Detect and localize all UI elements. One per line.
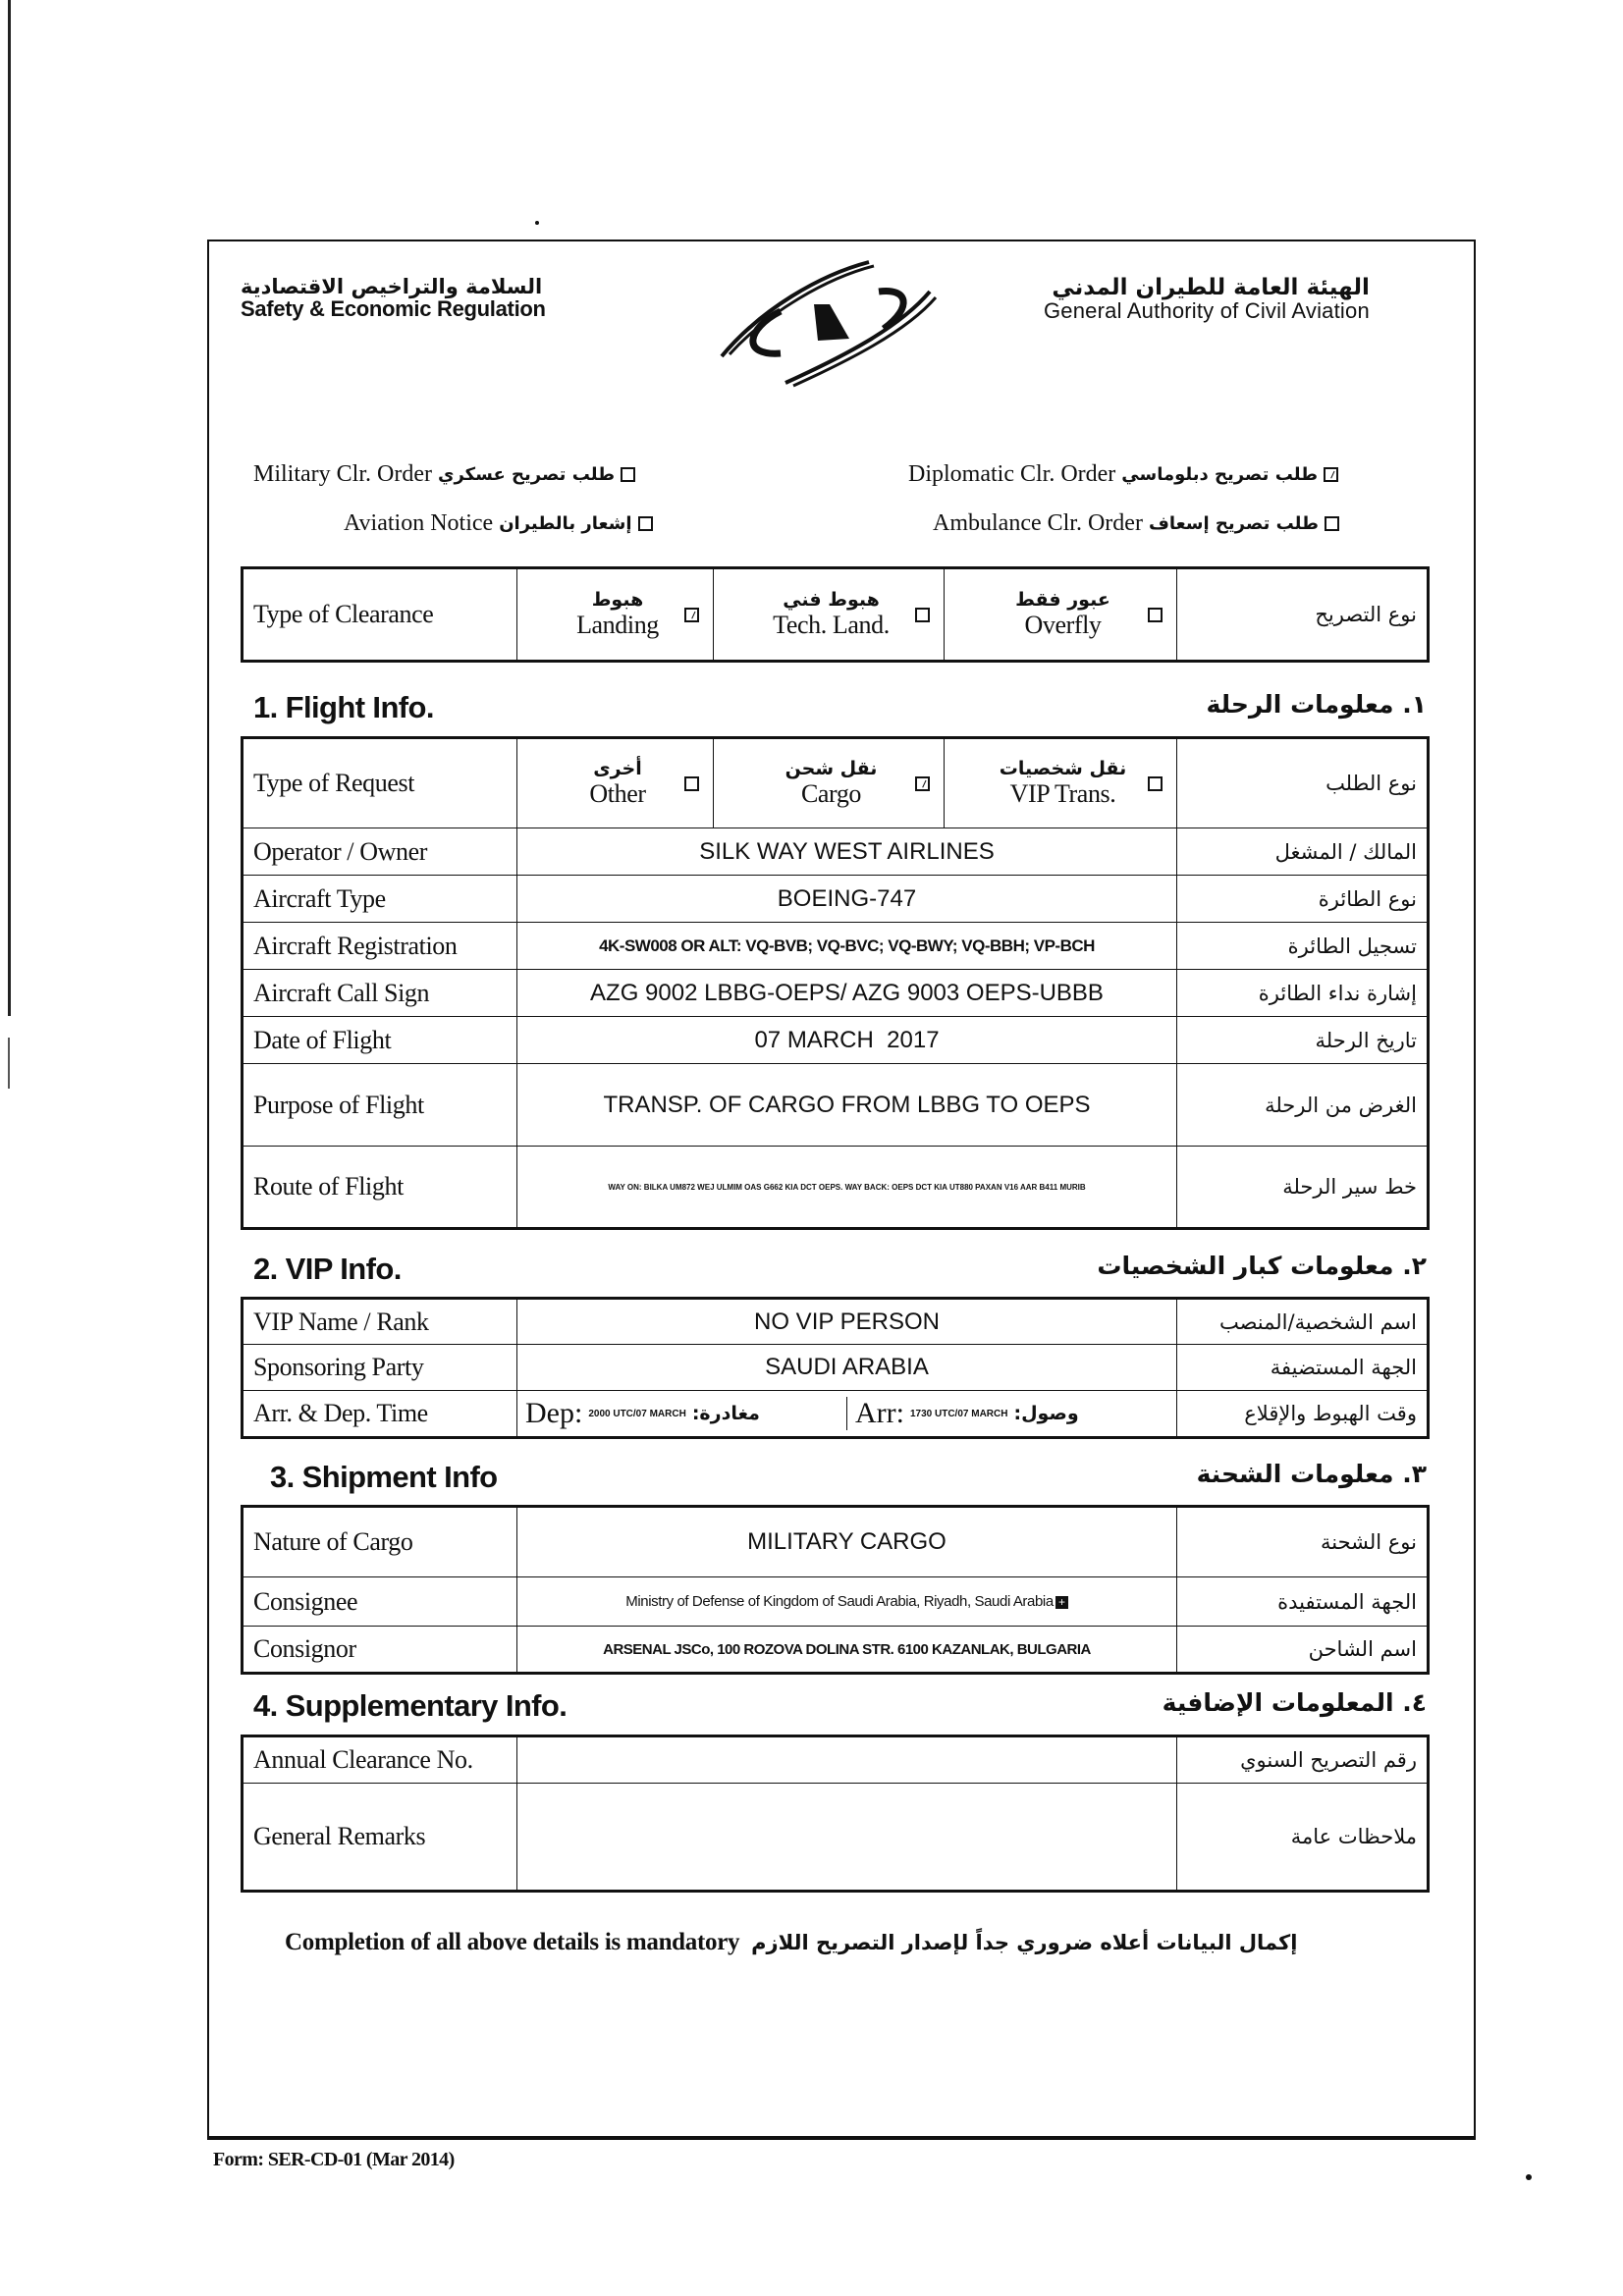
order-option-label-ar: طلب تصريح إسعاف — [1148, 513, 1319, 534]
order-option-label-ar: طلب تصريح عسكري — [437, 464, 616, 485]
table-row-request-type — [243, 738, 1429, 828]
clearance-option-landing[interactable] — [517, 568, 714, 662]
table-row — [243, 1577, 1429, 1627]
aircraft-registration-value[interactable]: 4K-SW008 OR ALT: VQ-BVB; VQ-BVC; VQ-BWY; VQ-BBH; VP-BCH — [517, 923, 1177, 970]
shipment-info-table — [241, 1505, 1430, 1675]
order-option-label-en: Military Clr. Order — [253, 461, 432, 487]
scan-speck — [1526, 2174, 1532, 2180]
annual-clearance-label-ar: رقم التصريح السنوي — [1177, 1736, 1429, 1784]
purpose-label: Purpose of Flight — [243, 1064, 517, 1147]
nature-of-cargo-label-ar: نوع الشحنة — [1177, 1507, 1429, 1577]
checkbox-checked-icon[interactable] — [1324, 467, 1338, 482]
general-remarks-input[interactable] — [517, 1784, 1177, 1892]
mandatory-notice-en: Completion of all above details is mandatory — [285, 1929, 740, 1955]
order-option-label-en: Ambulance Clr. Order — [933, 510, 1143, 536]
vip-name-label-ar: اسم الشخصية/المنصب — [1177, 1299, 1429, 1345]
plus-icon[interactable]: + — [1055, 1596, 1068, 1609]
department-name-ar: السلامة والتراخيص الاقتصادية — [241, 275, 543, 298]
times-label: Arr. & Dep. Time — [243, 1391, 517, 1438]
arrival-label: Arr: — [855, 1397, 904, 1429]
nature-of-cargo-value[interactable]: MILITARY CARGO — [517, 1507, 1177, 1577]
order-option-label-en: Diplomatic Clr. Order — [908, 461, 1116, 487]
option-label-ar: هبوط فني — [783, 589, 880, 611]
gaca-logo-icon — [712, 250, 938, 398]
vip-name-label: VIP Name / Rank — [243, 1299, 517, 1345]
order-option-label-ar: طلب تصريح دبلوماسي — [1121, 464, 1319, 485]
arrival-value: 1730 UTC/07 MARCH — [909, 1408, 1008, 1419]
arrival-label-ar: وصول: — [1013, 1403, 1079, 1424]
scan-edge-line — [8, 0, 11, 1016]
checkbox-unchecked-icon[interactable] — [621, 467, 635, 482]
operator-label: Operator / Owner — [243, 828, 517, 876]
checkbox-unchecked-icon[interactable] — [1325, 516, 1339, 531]
purpose-label-ar: الغرض من الرحلة — [1177, 1064, 1429, 1147]
consignor-value[interactable]: ARSENAL JSCo, 100 ROZOVA DOLINA STR. 6100 KAZANLAK, BULGARIA — [517, 1627, 1177, 1674]
route-label: Route of Flight — [243, 1147, 517, 1229]
operator-value[interactable]: SILK WAY WEST AIRLINES — [517, 828, 1177, 876]
section-title-flight-info: 1. Flight Info. — [253, 690, 434, 724]
date-of-flight-label-ar: تاريخ الرحلة — [1177, 1017, 1429, 1064]
scan-edge-line-fragment — [8, 1038, 10, 1089]
order-option-label-ar: إشعار بالطيران — [499, 513, 632, 534]
table-row — [243, 876, 1429, 923]
annual-clearance-input[interactable] — [517, 1736, 1177, 1784]
order-option-label-en: Aviation Notice — [344, 510, 494, 536]
section-title-shipment-info: 3. Shipment Info — [270, 1460, 498, 1494]
clearance-label-en: Type of Clearance — [243, 568, 517, 662]
request-option-vip-trans[interactable] — [945, 738, 1177, 828]
consignee-value: Ministry of Defense of Kingdom of Saudi Arabia, Riyadh, Saudi Arabia — [625, 1593, 1054, 1610]
departure-label: Dep: — [525, 1397, 583, 1429]
request-option-other[interactable] — [517, 738, 714, 828]
request-option-cargo[interactable] — [714, 738, 945, 828]
route-label-ar: خط سير الرحلة — [1177, 1147, 1429, 1229]
table-row — [243, 1784, 1429, 1892]
route-value[interactable]: WAY ON: BILKA UM872 WEJ ULMIM OAS G662 KIA DCT OEPS. WAY BACK: OEPS DCT KIA UT880 PAXAN V16 AAR B411 MURIB — [517, 1147, 1177, 1229]
checkbox-unchecked-icon[interactable] — [915, 608, 930, 622]
aircraft-registration-label-ar: تسجيل الطائرة — [1177, 923, 1429, 970]
option-label-en: Landing — [576, 611, 659, 639]
table-row — [243, 1627, 1429, 1674]
clearance-option-overfly[interactable] — [945, 568, 1177, 662]
table-row — [243, 1391, 1429, 1438]
option-label-ar: هبوط — [591, 589, 644, 611]
option-label-en: VIP Trans. — [1009, 779, 1116, 808]
clearance-type-table — [241, 566, 1430, 663]
times-label-ar: وقت الهبوط والإقلاع — [1177, 1391, 1429, 1438]
order-option-aviation-notice[interactable] — [344, 510, 653, 537]
sponsoring-party-label-ar: الجهة المستضيفة — [1177, 1345, 1429, 1391]
order-option-military[interactable] — [253, 461, 635, 488]
option-label-en: Cargo — [800, 779, 862, 808]
table-row — [243, 1736, 1429, 1784]
option-label-ar: أخرى — [593, 758, 642, 779]
annual-clearance-label: Annual Clearance No. — [243, 1736, 517, 1784]
supplementary-info-table — [241, 1735, 1430, 1893]
general-remarks-label: General Remarks — [243, 1784, 517, 1892]
department-heading — [241, 275, 546, 322]
option-label-ar: نقل شحن — [784, 758, 878, 779]
departure-label-ar: مغادرة: — [691, 1403, 760, 1424]
aircraft-type-label: Aircraft Type — [243, 876, 517, 923]
option-label-en: Overfly — [1024, 611, 1102, 639]
checkbox-unchecked-icon[interactable] — [1148, 776, 1163, 791]
vip-name-value[interactable]: NO VIP PERSON — [517, 1299, 1177, 1345]
table-row — [243, 1017, 1429, 1064]
checkbox-unchecked-icon[interactable] — [638, 516, 653, 531]
clearance-label-ar: نوع التصريح — [1177, 568, 1429, 662]
table-row — [243, 923, 1429, 970]
section-title-supplementary-info: 4. Supplementary Info. — [253, 1688, 568, 1723]
request-type-label-en: Type of Request — [243, 738, 517, 828]
sponsoring-party-value[interactable]: SAUDI ARABIA — [517, 1345, 1177, 1391]
section-title-vip-info-ar: ٢. معلومات كبار الشخصيات — [1097, 1252, 1427, 1280]
checkbox-checked-icon[interactable] — [915, 776, 930, 791]
clearance-option-tech-land[interactable] — [714, 568, 945, 662]
mandatory-notice-ar: إكمال البيانات أعلاه ضروري جداً لإصدار التصريح اللازم — [751, 1931, 1298, 1954]
order-option-ambulance[interactable] — [933, 510, 1339, 537]
mandatory-notice — [285, 1929, 1297, 1956]
purpose-value[interactable]: TRANSP. OF CARGO FROM LBBG TO OEPS — [517, 1064, 1177, 1147]
aircraft-type-label-ar: نوع الطائرة — [1177, 876, 1429, 923]
table-row — [243, 828, 1429, 876]
sponsoring-party-label: Sponsoring Party — [243, 1345, 517, 1391]
flight-info-table — [241, 736, 1430, 1230]
dep-arr-cell — [517, 1391, 1177, 1438]
call-sign-label-ar: إشارة نداء الطائرة — [1177, 970, 1429, 1017]
call-sign-label: Aircraft Call Sign — [243, 970, 517, 1017]
date-of-flight-label: Date of Flight — [243, 1017, 517, 1064]
table-row — [243, 1147, 1429, 1229]
department-name-en: Safety & Economic Regulation — [241, 296, 546, 321]
option-label-ar: عبور فقط — [1015, 589, 1110, 611]
scan-speck — [535, 221, 539, 225]
option-label-ar: نقل شخصيات — [999, 758, 1127, 779]
table-row — [243, 1507, 1429, 1577]
table-row — [243, 1345, 1429, 1391]
table-row — [243, 970, 1429, 1017]
option-label-en: Other — [589, 779, 646, 808]
option-label-en: Tech. Land. — [773, 611, 890, 639]
table-row — [243, 1299, 1429, 1345]
nature-of-cargo-label: Nature of Cargo — [243, 1507, 517, 1577]
consignor-label-ar: اسم الشاحن — [1177, 1627, 1429, 1674]
aircraft-registration-label: Aircraft Registration — [243, 923, 517, 970]
aircraft-type-value[interactable]: BOEING-747 — [517, 876, 1177, 923]
departure-time-field[interactable] — [517, 1397, 847, 1430]
arrival-time-field[interactable] — [847, 1397, 1176, 1430]
form-identifier: Form: SER-CD-01 (Mar 2014) — [213, 2149, 455, 2170]
consignee-field[interactable] — [517, 1577, 1177, 1627]
date-of-flight-value[interactable]: 07 MARCH 2017 — [517, 1017, 1177, 1064]
consignee-label: Consignee — [243, 1577, 517, 1627]
call-sign-value[interactable]: AZG 9002 LBBG-OEPS/ AZG 9003 OEPS-UBBB — [517, 970, 1177, 1017]
table-row — [243, 1064, 1429, 1147]
checkbox-unchecked-icon[interactable] — [1148, 608, 1163, 622]
vip-info-table — [241, 1297, 1430, 1439]
request-type-label-ar: نوع الطلب — [1177, 738, 1429, 828]
section-title-flight-info-ar: ١. معلومات الرحلة — [1206, 690, 1427, 719]
general-remarks-label-ar: ملاحظات عامة — [1177, 1784, 1429, 1892]
consignor-label: Consignor — [243, 1627, 517, 1674]
checkbox-checked-icon[interactable] — [684, 608, 699, 622]
departure-value: 2000 UTC/07 MARCH — [588, 1408, 686, 1419]
operator-label-ar: المالك / المشغل — [1177, 828, 1429, 876]
section-title-supplementary-info-ar: ٤. المعلومات الإضافية — [1162, 1688, 1427, 1717]
checkbox-unchecked-icon[interactable] — [684, 776, 699, 791]
section-title-shipment-info-ar: ٣. معلومات الشحنة — [1196, 1460, 1427, 1488]
authority-name-ar: الهيئة العامة للطيران المدني — [1052, 275, 1370, 300]
authority-name-en: General Authority of Civil Aviation — [1044, 298, 1370, 323]
consignee-label-ar: الجهة المستفيدة — [1177, 1577, 1429, 1627]
section-title-vip-info: 2. VIP Info. — [253, 1252, 402, 1286]
order-option-diplomatic[interactable] — [908, 461, 1338, 488]
authority-heading — [1044, 275, 1370, 324]
